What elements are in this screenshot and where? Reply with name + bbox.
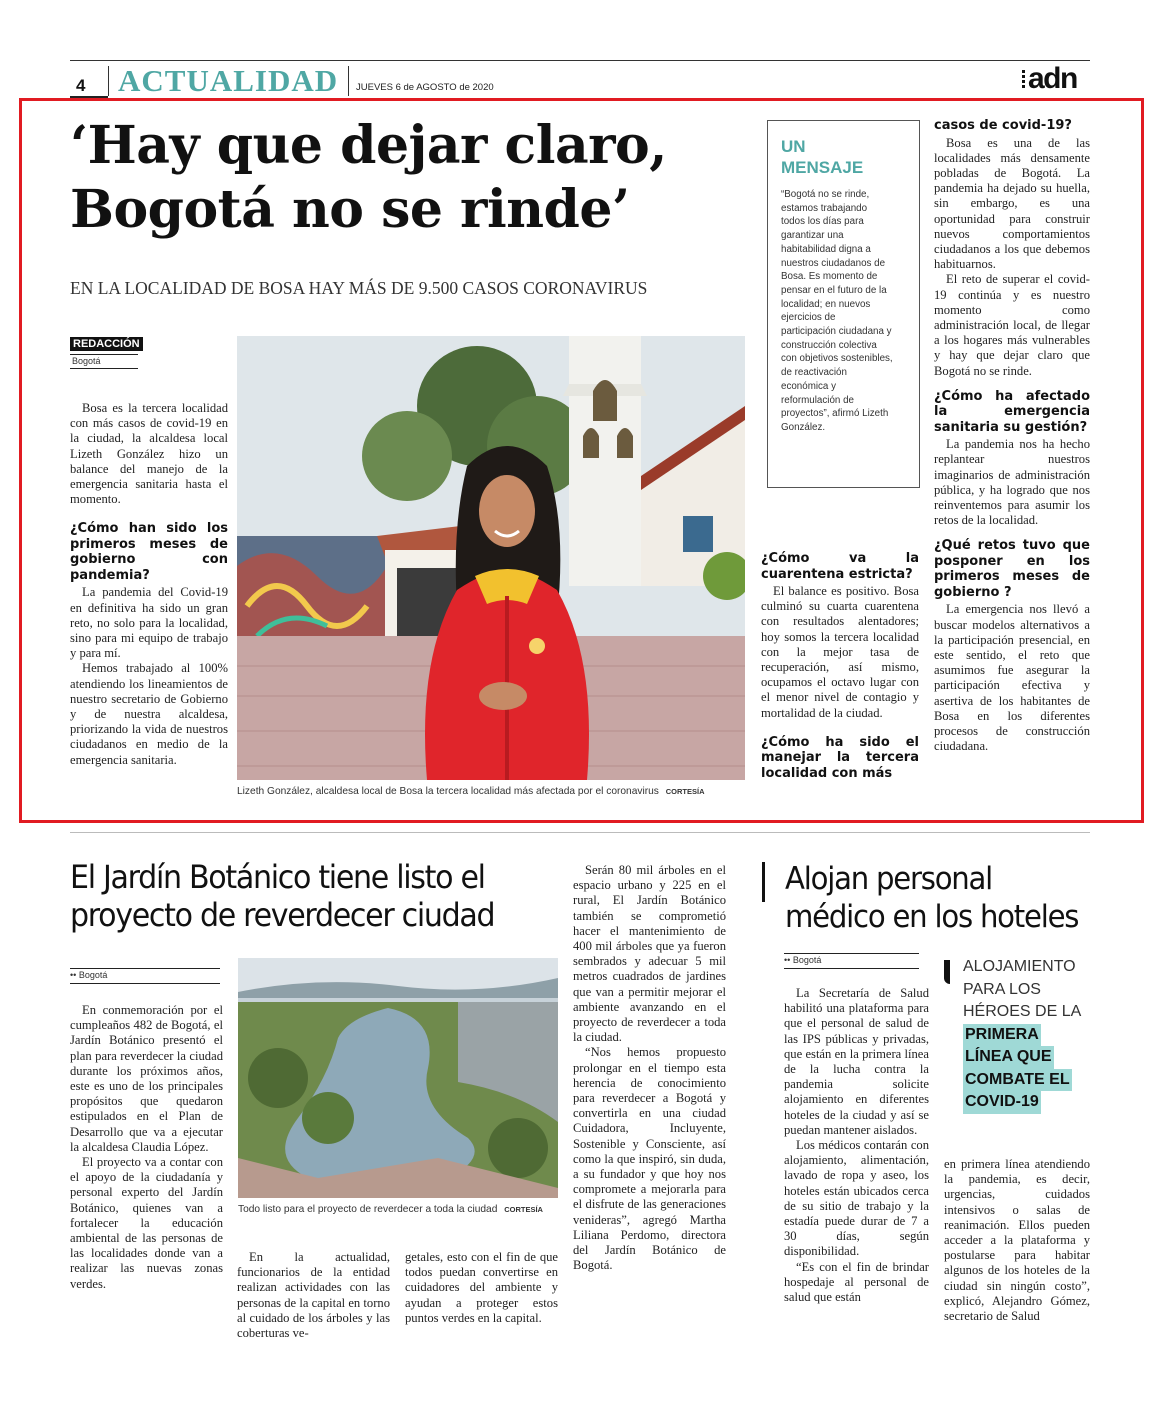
lead-photo-illustration — [237, 336, 745, 780]
hoteles-col1-p2: Los médicos contarán con alojamiento, alimentación, lavado de ropa y aseo, los hoteles están ubicados cerca de su sitio de trabajo y la estadía puede durar de 7 a 30 días, según disponibilidad. — [784, 1138, 929, 1259]
lead-answer-4: La pandemia nos ha hecho replantear nuestros imaginarios de administración pública, y ha logrado que nos reinventemos para asumir los retos de la localidad. — [934, 437, 1090, 528]
jardin-headline — [70, 858, 531, 934]
lead-answer-2: El balance es positivo. Bosa culminó su cuarta cuarentena con resultados alentadores; hoy somos la tercera localidad con la mejor tasa de recuperación, así mismo, ocupamos el octavo lugar con el menor nivel de contagio y mortalidad de la ciudad. — [761, 584, 919, 720]
jardin-column-4 — [573, 863, 726, 1273]
section-separator — [70, 832, 1090, 833]
lead-answer-1-p1: La pandemia del Covid-19 en definitiva ha sido un gran reto, no solo para la localidad, sino para mi equipo de trabajo y para mí. — [70, 585, 228, 661]
lead-column-1 — [70, 401, 228, 768]
sidebar-text: “Bogotá no se rinde, estamos trabajando todos los días para garantizar una habitabilidad digna a nuestros ciudadanos de Bosa. Es momento de pensar en el futuro de la localidad; en nuevos ejercicios de participación ciudadana y construcción colectiva con objetivos sostenibles, de reactivación económica y reformulación de proyectos”, afirmó Lizeth González. — [781, 189, 893, 433]
lead-headline-line-2: Bogotá no se rinde’ — [70, 179, 630, 240]
issue-date: JUEVES 6 de AGOSTO de 2020 — [356, 82, 494, 93]
column-separator — [762, 862, 765, 902]
sidebar-title-line-1: UN — [781, 137, 806, 156]
hoteles-headline-line-2: médico en los hoteles — [785, 899, 1079, 935]
pull-quote-highlight-3: COMBATE EL — [963, 1069, 1072, 1092]
byline: REDACCIÓN — [70, 337, 143, 351]
lead-photo-caption-text: Lizeth González, alcaldesa local de Bosa la tercera localidad más afectada por el coronavirus — [237, 786, 659, 797]
lead-photo — [237, 336, 745, 780]
lead-question-4: ¿Cómo ha afectado la emergencia sanitaria su gestión? — [934, 388, 1090, 435]
bullet-icon: •• — [70, 970, 77, 980]
lead-answer-1-p2: Hemos trabajado al 100% atendiendo los lineamientos de nuestro secretario de Gobierno y de nuestra alcaldesa, priorizando la vida de nuestros ciudadanos en medio de la emergencia sanitaria. — [70, 661, 228, 767]
pull-quote — [963, 956, 1093, 1114]
adn-logo: adn — [1028, 62, 1077, 95]
lead-question-2: ¿Cómo va la cuarentena estricta? — [761, 551, 919, 582]
pull-quote-line-1: ALOJAMIENTO — [963, 958, 1076, 975]
lead-photo-caption — [237, 786, 745, 797]
byline-rule — [70, 354, 138, 355]
jardin-byline-rule-bottom — [70, 983, 220, 984]
jardin-photo-credit: CORTESÍA — [504, 1205, 543, 1214]
pull-quote-line-2: PARA LOS — [963, 980, 1041, 998]
hoteles-col2-text: en primera línea atendiendo la pandemia, es decir, urgencias, cuidados intensivos o salas de reanimación. Ellos pueden acceder a la plataforma y postularse para habitar algunos de los hoteles de la ciudad sin ningún costo”, explicó, Alejandro Gómez, secretario de Salud — [944, 1157, 1090, 1324]
lead-column-3 — [761, 551, 919, 783]
lead-headline-line-1: ‘Hay que dejar claro, — [70, 115, 667, 176]
jardin-col2-text: En la actualidad, funcionarios de la entidad realizan actividades con las personas de la capital en torno al cuidado de los árboles y las coberturas ve- — [237, 1250, 390, 1341]
jardin-column-1 — [70, 1003, 223, 1292]
masthead — [70, 60, 1090, 100]
lead-answer-3-p1: Bosa es una de las localidades más densamente pobladas de Bogotá. La pandemia ha dejado su huella, sin embargo, es una oportunidad para construir nuevos comportamientos ciudadanos a los que debemos habituarnos. — [934, 135, 1090, 272]
section-label: ACTUALIDAD — [118, 63, 339, 98]
jardin-headline-line-2: proyecto de reverdecer ciudad — [70, 896, 495, 934]
jardin-byline-rule — [70, 968, 220, 969]
hoteles-byline-rule-bottom — [784, 968, 919, 969]
jardin-photo-illustration — [238, 958, 558, 1198]
jardin-headline-line-1: El Jardín Botánico tiene listo el — [70, 858, 485, 896]
sidebar-title — [781, 136, 863, 178]
lead-answer-5: La emergencia nos llevó a buscar modelos alternativos a la participación presencial, en este sentido, el reto que asumimos fue asegurar la participación efectiva y asertiva de los habitantes de Bosa en los diferentes procesos de construcción ciudadana. — [934, 602, 1090, 754]
jardin-col1-p2: El proyecto va a contar con el apoyo de la ciudadanía y personal experto del Jardín Botánico, quienes van a fortalecer la educación ambiental de las personas de las localidades donde van a realizar las nuevas zonas verdes. — [70, 1155, 223, 1291]
lead-question-5: ¿Qué retos tuvo que posponer en los primeros meses de gobierno ? — [934, 538, 1090, 600]
lead-photo-credit: CORTESÍA — [665, 787, 705, 796]
hoteles-col1-p3: “Es con el fin de brindar hospedaje al personal de salud que están — [784, 1259, 929, 1305]
hoteles-location: Bogotá — [792, 955, 822, 965]
lead-question-3-part2: casos de covid-19? — [934, 118, 1072, 133]
logo-mark-icon — [1022, 70, 1025, 88]
byline-location: Bogotá — [72, 356, 101, 366]
lead-question-1: ¿Cómo han sido los primeros meses de gobierno con pandemia? — [70, 521, 228, 583]
hoteles-column-1 — [784, 986, 929, 1305]
page-number: 4 — [76, 76, 86, 95]
lead-question-3-part1: ¿Cómo ha sido el manejar la tercera localidad con más — [761, 734, 919, 781]
hoteles-byline-location — [784, 955, 821, 965]
jardin-col3-text: getales, esto con el fin de que todos puedan convertirse en cuidadores del ambiente y ayudan a proteger estos puntos verdes en la capital. — [405, 1250, 558, 1325]
jardin-col4-p1: Serán 80 mil árboles en el espacio urbano y 225 en el rural, El Jardín Botánico también se comprometió hacer el mantenimiento de 400 mil árboles que ya fueron sembrados y adecuar 5 mil metros cuadrados de jardines que van a permitir mejorar el ambiente avanzando en el proyecto de reverdecer a toda la ciudad. — [573, 863, 726, 1045]
pull-quote-highlight-1: PRIMERA — [963, 1024, 1041, 1047]
lead-column-4 — [934, 118, 1090, 755]
jardin-photo — [238, 958, 558, 1198]
hoteles-col1-p1: La Secretaría de Salud habilitó una plataforma para que el personal de salud de las IPS públicas y privadas, que están en la primera línea de la lucha contra la pandemia solicite alojamiento en diferentes hoteles de la ciudad y así se puedan mantener aislados. — [784, 986, 929, 1137]
jardin-col1-p1: En conmemoración por el cumpleaños 482 de Bogotá, el Jardín Botánico presentó el plan para reverdecer la ciudad durante los próximos años, este es uno de los principales propósitos que quedaron estipulados en el Plan de Desarrollo que va a ejecutar la alcaldesa Claudia López. — [70, 1003, 223, 1154]
lead-subheadline: EN LA LOCALIDAD DE BOSA HAY MÁS DE 9.500 CASOS CORONAVIRUS — [70, 278, 648, 298]
jardin-byline-location — [70, 970, 107, 980]
masthead-divider — [108, 66, 109, 96]
masthead-divider-2 — [348, 66, 349, 96]
pull-quote-highlight-4: COVID-19 — [963, 1091, 1041, 1114]
jardin-col4-p2: “Nos hemos propuesto prolongar en el tiempo esta herencia de conocimiento para reverdecer a Bogotá y convertirla en una ciudad Cuidadora, Incluyente, Sostenible y Consciente, así como la que inspiró, sin duda, a su fundador y que hoy nos compromete a mejorarla para el disfrute de las generaciones venideras”, agregó Martha Liliana Perdomo, directora del Jardín Botánico de Bogotá. — [573, 1045, 726, 1273]
jardin-location: Bogotá — [78, 970, 108, 980]
masthead-top-rule — [70, 60, 1090, 61]
jardin-photo-caption-text: Todo listo para el proyecto de reverdecer a toda la ciudad — [238, 1204, 498, 1215]
lead-headline — [70, 114, 750, 242]
hoteles-headline-line-1: Alojan personal — [785, 861, 993, 897]
jardin-photo-caption — [238, 1204, 558, 1215]
byline-rule-bottom — [70, 368, 138, 369]
lead-answer-3-p2: El reto de superar el covid-19 continúa y es nuestro momento como administración local, de llegar a los hogares más vulnerables y hay que dejar claro que Bogotá no se rinde. — [934, 272, 1090, 378]
jardin-column-2 — [237, 1250, 390, 1341]
jardin-column-3 — [405, 1250, 558, 1326]
pull-quote-highlight-2: LÍNEA QUE — [963, 1046, 1054, 1069]
hoteles-byline-rule — [784, 953, 919, 954]
hoteles-headline — [785, 860, 1079, 936]
pull-quote-line-3: HÉROES DE LA — [963, 1003, 1082, 1020]
bullet-icon: •• — [784, 955, 791, 965]
lead-intro: Bosa es la tercera localidad con más casos de covid-19 en la ciudad, la alcaldesa local Lizeth González hizo un balance del manejo de la emergencia sanitaria hasta el momento. — [70, 401, 228, 507]
hoteles-column-2 — [944, 1157, 1090, 1324]
sidebar-title-line-2: MENSAJE — [781, 158, 864, 177]
quote-mark-icon — [944, 960, 950, 984]
